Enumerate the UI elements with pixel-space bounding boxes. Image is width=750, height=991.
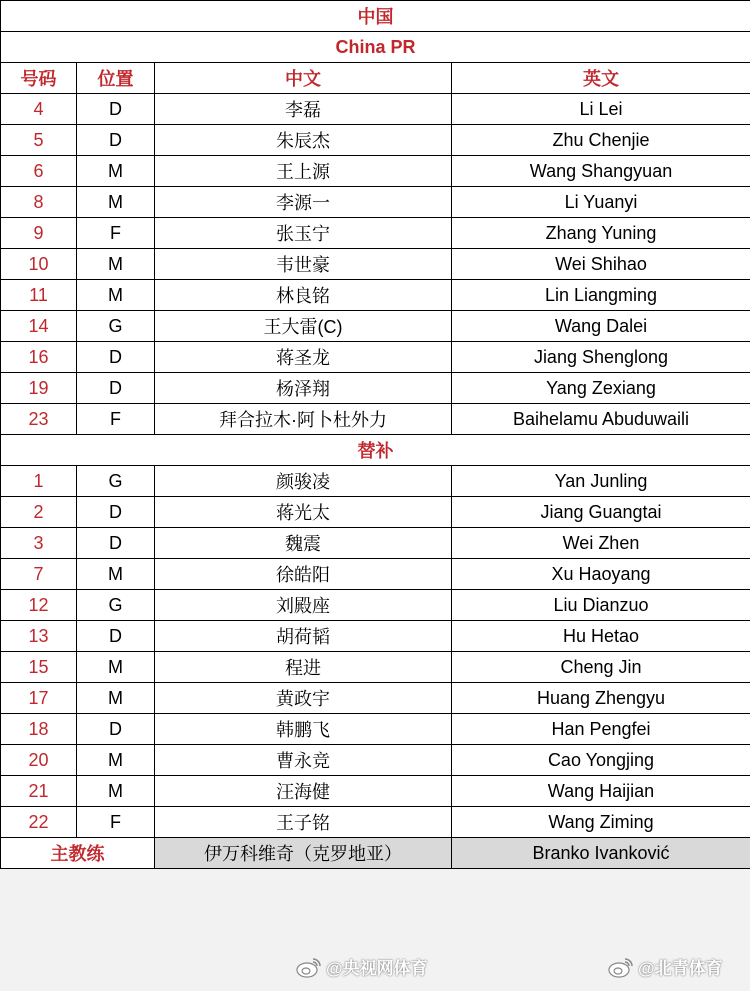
player-position: D	[77, 94, 155, 125]
player-name-cn: 曹永竞	[155, 745, 452, 776]
subs-header-row	[1, 435, 750, 466]
player-row	[1, 311, 750, 342]
player-row	[1, 745, 750, 776]
player-name-en: Wang Ziming	[452, 807, 750, 838]
header-position: 位置	[77, 63, 155, 94]
player-position: F	[77, 807, 155, 838]
player-name-cn: 汪海健	[155, 776, 452, 807]
player-name-cn: 黄政宇	[155, 683, 452, 714]
player-position: F	[77, 218, 155, 249]
player-name-cn: 徐皓阳	[155, 559, 452, 590]
player-row	[1, 280, 750, 311]
player-name-cn: 王大雷(C)	[155, 311, 452, 342]
player-position: M	[77, 559, 155, 590]
player-name-cn: 程进	[155, 652, 452, 683]
weibo-logo-icon	[608, 956, 634, 978]
watermark-bqty	[608, 954, 723, 979]
player-name-cn: 杨泽翔	[155, 373, 452, 404]
player-number: 5	[1, 125, 77, 156]
player-row	[1, 776, 750, 807]
player-position: D	[77, 528, 155, 559]
player-number: 17	[1, 683, 77, 714]
player-name-cn: 胡荷韬	[155, 621, 452, 652]
player-row	[1, 683, 750, 714]
player-name-en: Li Lei	[452, 94, 750, 125]
player-position: D	[77, 125, 155, 156]
player-number: 12	[1, 590, 77, 621]
player-name-en: Jiang Guangtai	[452, 497, 750, 528]
coach-name-cn: 伊万科维奇（克罗地亚）	[155, 838, 452, 869]
header-row	[1, 63, 750, 94]
player-number: 23	[1, 404, 77, 435]
player-name-en: Wei Zhen	[452, 528, 750, 559]
coach-name-en: Branko Ivanković	[452, 838, 750, 869]
player-number: 2	[1, 497, 77, 528]
player-number: 10	[1, 249, 77, 280]
team-name-en: China PR	[1, 32, 750, 63]
player-position: M	[77, 776, 155, 807]
player-name-en: Xu Haoyang	[452, 559, 750, 590]
player-position: G	[77, 466, 155, 497]
player-row	[1, 621, 750, 652]
player-number: 14	[1, 311, 77, 342]
team-en-row	[1, 32, 750, 63]
player-number: 15	[1, 652, 77, 683]
player-position: D	[77, 342, 155, 373]
player-name-cn: 张玉宁	[155, 218, 452, 249]
player-row	[1, 156, 750, 187]
player-number: 11	[1, 280, 77, 311]
player-name-en: Zhu Chenjie	[452, 125, 750, 156]
player-name-en: Jiang Shenglong	[452, 342, 750, 373]
player-position: M	[77, 187, 155, 218]
player-row	[1, 125, 750, 156]
player-name-cn: 刘殿座	[155, 590, 452, 621]
player-row	[1, 94, 750, 125]
subs-label: 替补	[1, 435, 750, 466]
player-number: 1	[1, 466, 77, 497]
weibo-logo-icon	[296, 956, 322, 978]
player-name-cn: 蒋圣龙	[155, 342, 452, 373]
player-number: 18	[1, 714, 77, 745]
player-name-en: Li Yuanyi	[452, 187, 750, 218]
header-english: 英文	[452, 63, 750, 94]
player-number: 19	[1, 373, 77, 404]
player-name-cn: 李磊	[155, 94, 452, 125]
player-name-cn: 王子铭	[155, 807, 452, 838]
player-number: 3	[1, 528, 77, 559]
player-position: D	[77, 714, 155, 745]
player-number: 13	[1, 621, 77, 652]
player-position: D	[77, 373, 155, 404]
player-name-en: Wang Haijian	[452, 776, 750, 807]
player-name-cn: 韦世豪	[155, 249, 452, 280]
player-number: 16	[1, 342, 77, 373]
player-number: 20	[1, 745, 77, 776]
player-name-en: Hu Hetao	[452, 621, 750, 652]
player-name-en: Cao Yongjing	[452, 745, 750, 776]
player-position: F	[77, 404, 155, 435]
player-number: 4	[1, 94, 77, 125]
player-name-en: Zhang Yuning	[452, 218, 750, 249]
player-position: M	[77, 652, 155, 683]
player-number: 8	[1, 187, 77, 218]
player-row	[1, 559, 750, 590]
player-name-en: Yan Junling	[452, 466, 750, 497]
player-position: D	[77, 621, 155, 652]
player-row	[1, 466, 750, 497]
watermark-text: @央视网体育	[326, 959, 428, 978]
team-name-cn: 中国	[1, 1, 750, 32]
player-name-en: Cheng Jin	[452, 652, 750, 683]
player-row	[1, 497, 750, 528]
player-name-cn: 林良铭	[155, 280, 452, 311]
team-cn-row	[1, 1, 750, 32]
player-name-en: Wang Shangyuan	[452, 156, 750, 187]
player-name-cn: 李源一	[155, 187, 452, 218]
player-name-cn: 朱辰杰	[155, 125, 452, 156]
player-row	[1, 652, 750, 683]
player-name-cn: 王上源	[155, 156, 452, 187]
player-name-en: Baihelamu Abuduwaili	[452, 404, 750, 435]
player-row	[1, 528, 750, 559]
player-name-cn: 颜骏凌	[155, 466, 452, 497]
header-chinese: 中文	[155, 63, 452, 94]
player-row	[1, 218, 750, 249]
player-row	[1, 342, 750, 373]
watermark-text: @北青体育	[638, 959, 723, 978]
player-name-en: Liu Dianzuo	[452, 590, 750, 621]
player-position: M	[77, 249, 155, 280]
player-row	[1, 714, 750, 745]
player-name-en: Wei Shihao	[452, 249, 750, 280]
player-position: G	[77, 311, 155, 342]
player-name-cn: 韩鹏飞	[155, 714, 452, 745]
header-number: 号码	[1, 63, 77, 94]
player-number: 6	[1, 156, 77, 187]
player-number: 9	[1, 218, 77, 249]
player-position: M	[77, 683, 155, 714]
player-number: 21	[1, 776, 77, 807]
player-number: 22	[1, 807, 77, 838]
player-position: M	[77, 280, 155, 311]
player-name-cn: 魏震	[155, 528, 452, 559]
player-name-en: Wang Dalei	[452, 311, 750, 342]
coach-row	[1, 838, 750, 869]
player-row	[1, 807, 750, 838]
player-position: G	[77, 590, 155, 621]
player-row	[1, 404, 750, 435]
player-name-cn: 蒋光太	[155, 497, 452, 528]
player-row	[1, 590, 750, 621]
player-name-en: Lin Liangming	[452, 280, 750, 311]
player-position: M	[77, 745, 155, 776]
player-name-en: Yang Zexiang	[452, 373, 750, 404]
player-row	[1, 373, 750, 404]
player-name-en: Huang Zhengyu	[452, 683, 750, 714]
watermark-cctv	[296, 954, 428, 979]
player-row	[1, 187, 750, 218]
player-number: 7	[1, 559, 77, 590]
player-position: M	[77, 156, 155, 187]
player-name-cn: 拜合拉木·阿卜杜外力	[155, 404, 452, 435]
player-position: D	[77, 497, 155, 528]
watermarks	[0, 948, 750, 988]
player-row	[1, 249, 750, 280]
player-name-en: Han Pengfei	[452, 714, 750, 745]
coach-label: 主教练	[1, 838, 155, 869]
